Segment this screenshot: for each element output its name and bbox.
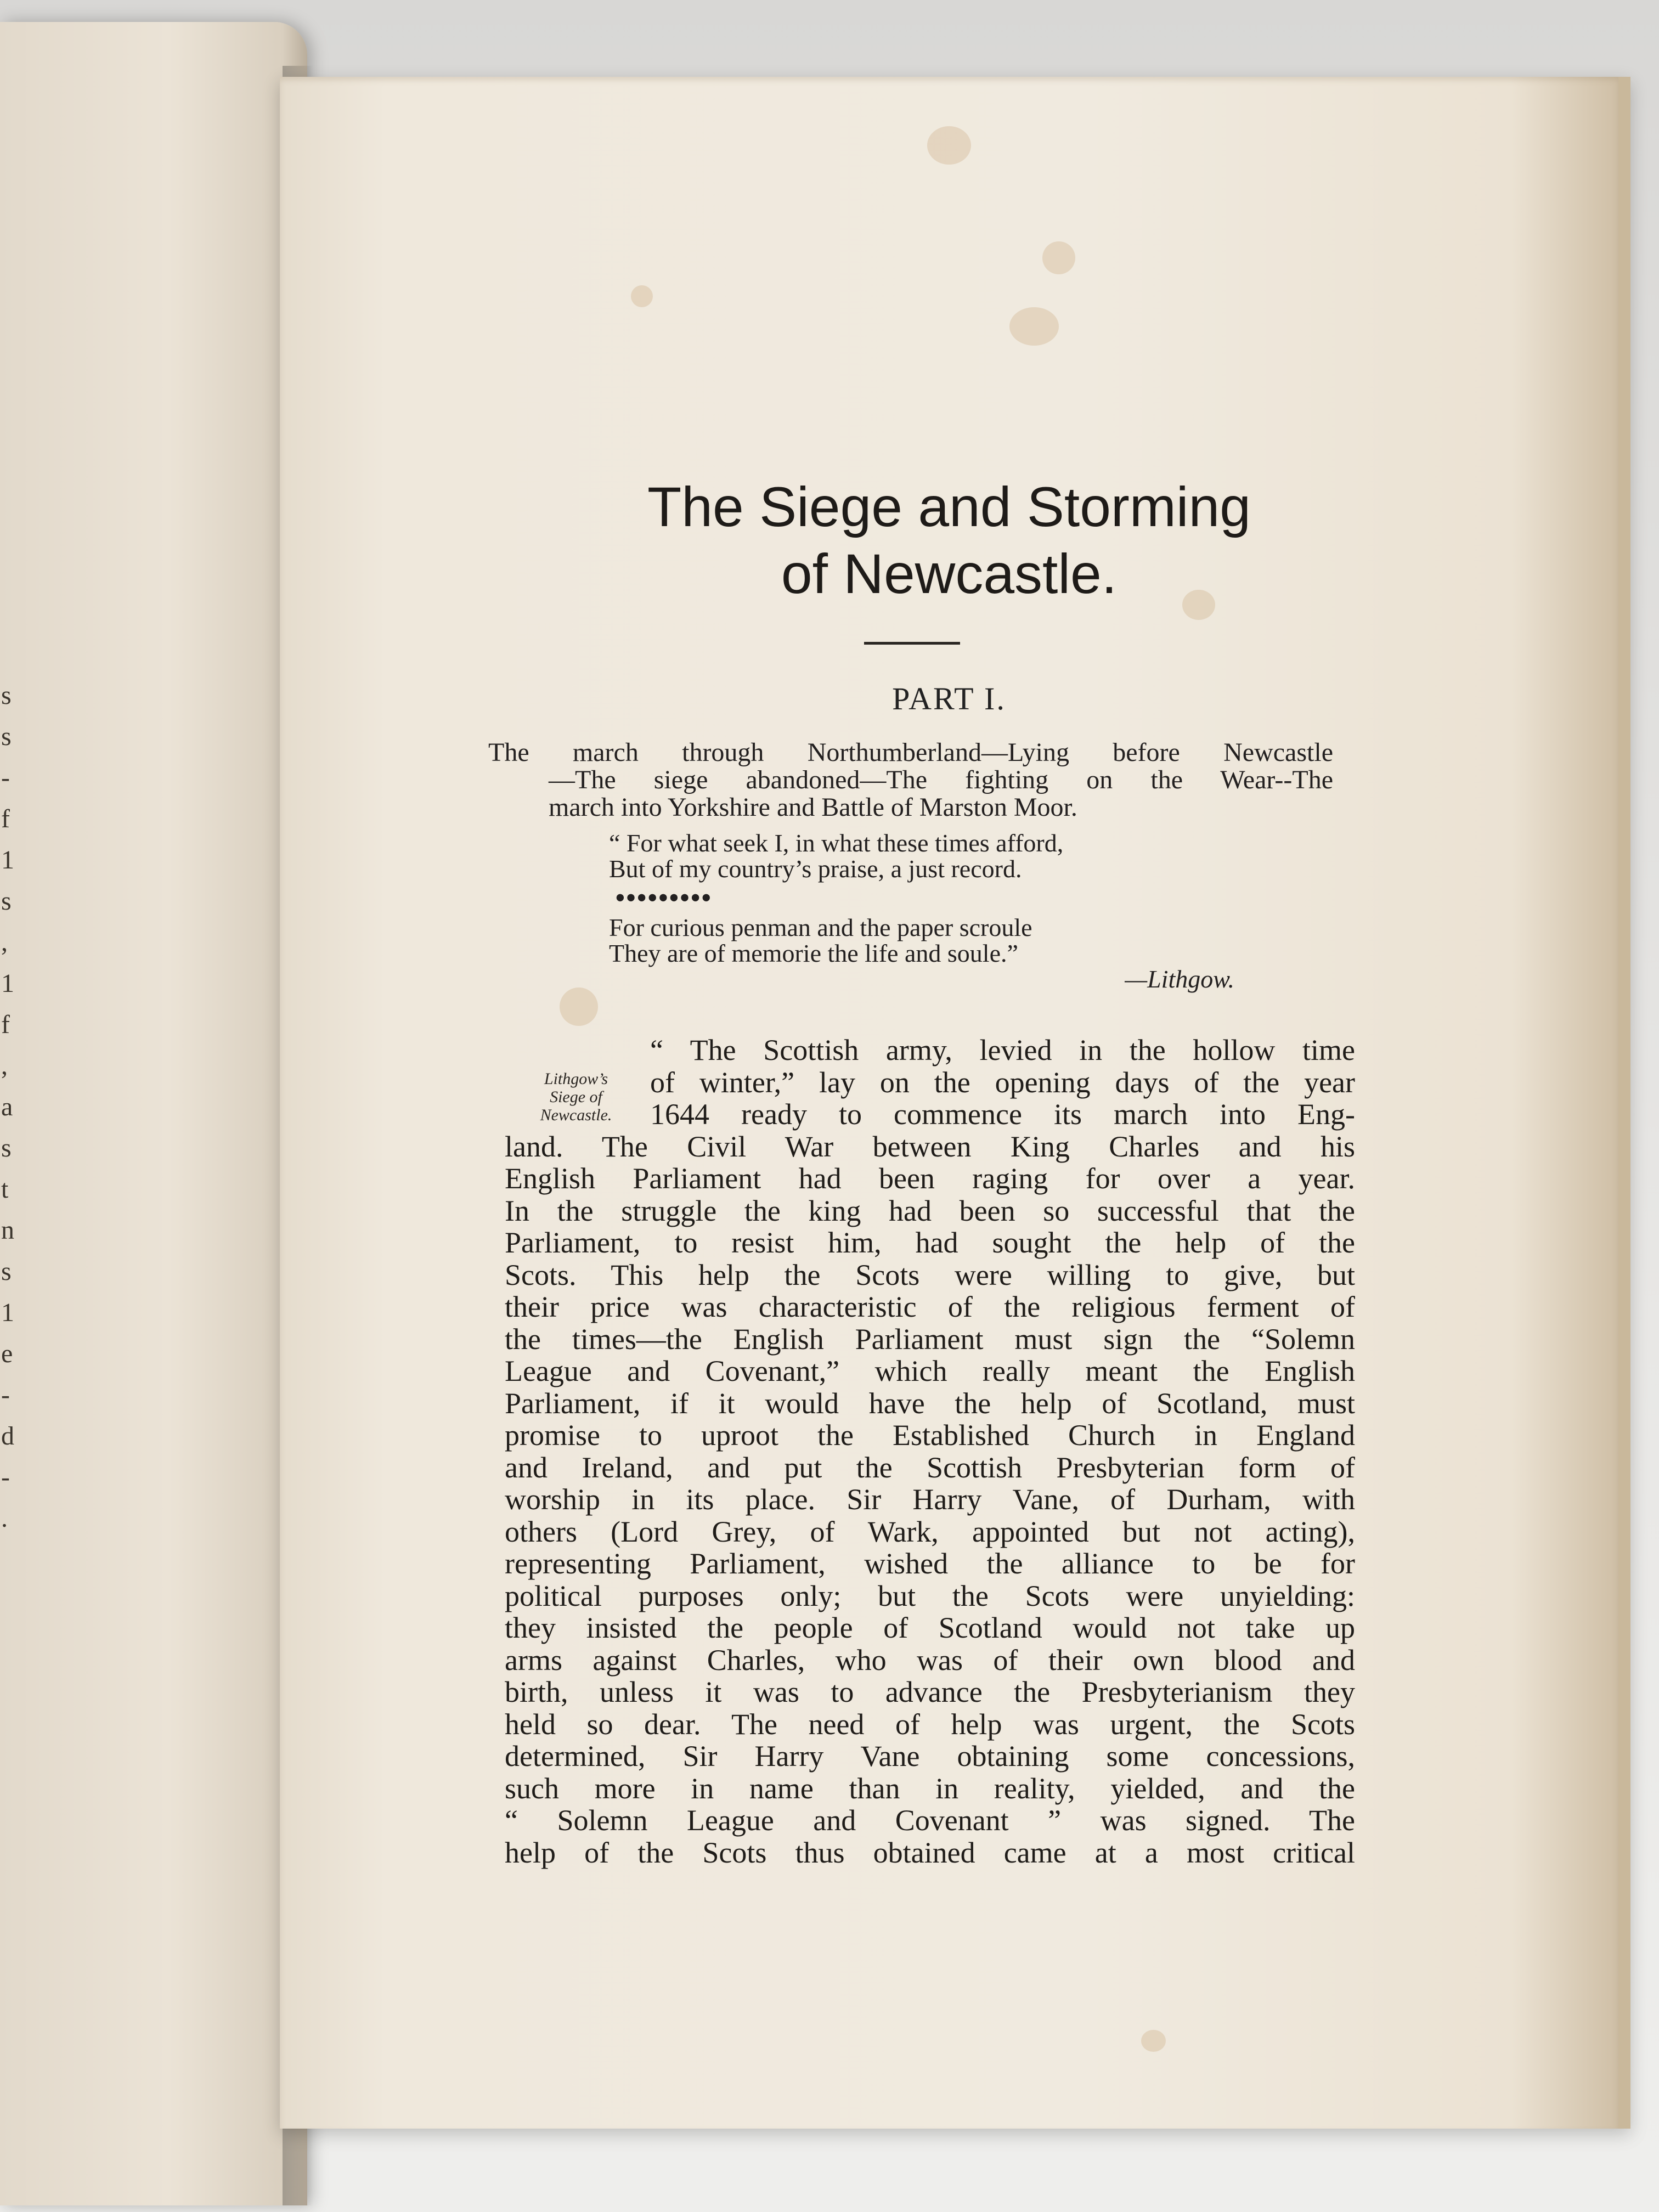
right-page — [280, 77, 1630, 2129]
foxing-spot — [1141, 2030, 1166, 2052]
foxing-spot — [560, 988, 598, 1026]
verse-line: “ For what seek I, in what these times afford, — [609, 829, 1064, 857]
body-text-line: “ The Scottish army, levied in the hollow time — [650, 1034, 1355, 1066]
left-page-edge-letter: n — [1, 1216, 14, 1245]
left-page — [0, 22, 307, 2205]
verse-line: But of my country’s praise, a just record. — [609, 855, 1022, 883]
body-text-line: determined, Sir Harry Vane obtaining some concessions, — [505, 1740, 1355, 1773]
left-page-edge-letter: d — [1, 1421, 14, 1451]
body-text-line: arms against Charles, who was of their own blood and — [505, 1643, 1355, 1677]
left-page-edge-letter: - — [1, 763, 10, 792]
left-page-edge-letter: e — [1, 1339, 13, 1368]
left-page-edge-letter: 1 — [1, 845, 14, 874]
body-text-line: promise to uproot the Established Church in England — [505, 1419, 1355, 1452]
summary-line: —The siege abandoned—The fighting on the Wear--The — [549, 765, 1333, 794]
left-page-edge-letter: , — [1, 1051, 8, 1080]
body-text-line: help of the Scots thus obtained came at a most critical — [505, 1836, 1355, 1869]
body-text-line: they insisted the people of Scotland would not take up — [505, 1611, 1355, 1644]
foxing-spot — [631, 285, 653, 307]
body-text-line: their price was characteristic of the religious ferment of — [505, 1290, 1355, 1323]
body-text-line: held so dear. The need of help was urgent, the Scots — [505, 1707, 1355, 1741]
body-text-line: and Ireland, and put the Scottish Presbyterian form of — [505, 1451, 1355, 1484]
sidenote-line: Lithgow’s — [544, 1070, 608, 1088]
body-text-line: worship in its place. Sir Harry Vane, of Durham, with — [505, 1483, 1355, 1516]
left-page-edge-letter: f — [1, 804, 10, 833]
verse-line: They are of memorie the life and soule.” — [609, 939, 1018, 967]
verse-line: For curious penman and the paper scroule — [609, 913, 1032, 941]
body-text-line: others (Lord Grey, of Wark, appointed but not acting), — [505, 1515, 1355, 1548]
part-heading: PART I. — [892, 681, 1006, 716]
body-text-line: the times—the English Parliament must sign the “Solemn — [505, 1322, 1355, 1356]
body-text-line: 1644 ready to commence its march into Eng- — [650, 1098, 1355, 1131]
body-text-line: political purposes only; but the Scots were unyielding: — [505, 1579, 1355, 1612]
body-text-line: such more in name than in reality, yielded, and the — [505, 1771, 1355, 1805]
body-text-line: League and Covenant,” which really meant the English — [505, 1355, 1355, 1387]
body-text-line: English Parliament had been raging for over a year. — [505, 1162, 1355, 1195]
left-page-edge-letter: f — [1, 1010, 10, 1039]
foxing-spot — [1009, 307, 1059, 346]
left-page-edge-letter: s — [1, 722, 12, 751]
foxing-spot — [1042, 241, 1075, 274]
body-text-line: birth, unless it was to advance the Presbyterianism they — [505, 1675, 1355, 1708]
left-page-edge-letter: s — [1, 681, 12, 710]
left-page-edge-letter: . — [1, 1504, 8, 1533]
title-rule — [864, 642, 960, 645]
left-page-edge-letter: , — [1, 928, 8, 957]
left-page-edge-letter: - — [1, 1380, 10, 1409]
left-page-edge-letter: s — [1, 1133, 12, 1163]
summary-line: march into Yorkshire and Battle of Marston Moor. — [549, 793, 1077, 822]
foxing-spot — [927, 126, 971, 165]
body-text-line: “ Solemn League and Covenant ” was signed. The — [505, 1804, 1355, 1837]
summary-line: The march through Northumberland—Lying before Newcastle — [488, 738, 1333, 767]
left-page-edge-letter: t — [1, 1175, 9, 1204]
page-title-line1: The Siege and Storming — [647, 476, 1251, 538]
body-text-line: land. The Civil War between King Charles and his — [505, 1130, 1355, 1163]
chapter-summary — [488, 739, 1333, 821]
page-title-line2: of Newcastle. — [781, 543, 1118, 605]
body-text-line: of winter,” lay on the opening days of the year — [650, 1065, 1355, 1099]
left-page-edge-letter: a — [1, 1092, 13, 1121]
verse-attribution: —Lithgow. — [1125, 965, 1234, 993]
left-page-edge-letter: 1 — [1, 1298, 14, 1327]
verse-ellipsis-dots: ••••••••• — [614, 881, 712, 915]
body-text-line: Parliament, to resist him, had sought the help of the — [505, 1226, 1355, 1259]
sidenote-line: Newcastle. — [540, 1106, 612, 1124]
left-page-edge-letter: s — [1, 887, 12, 916]
left-page-edge-letter: s — [1, 1257, 12, 1286]
body-text — [505, 1034, 1355, 1869]
left-page-edge-letter: - — [1, 1463, 10, 1492]
sidenote-line: Siege of — [550, 1088, 602, 1106]
left-page-edge-letter: 1 — [1, 969, 14, 998]
body-text-line: In the struggle the king had been so successful that the — [505, 1194, 1355, 1227]
epigraph-verse — [609, 830, 1234, 992]
body-text-line: Scots. This help the Scots were willing to give, but — [505, 1258, 1355, 1291]
body-text-line: representing Parliament, wished the alliance to be for — [505, 1547, 1355, 1580]
body-text-line: Parliament, if it would have the help of Scotland, must — [505, 1386, 1355, 1420]
